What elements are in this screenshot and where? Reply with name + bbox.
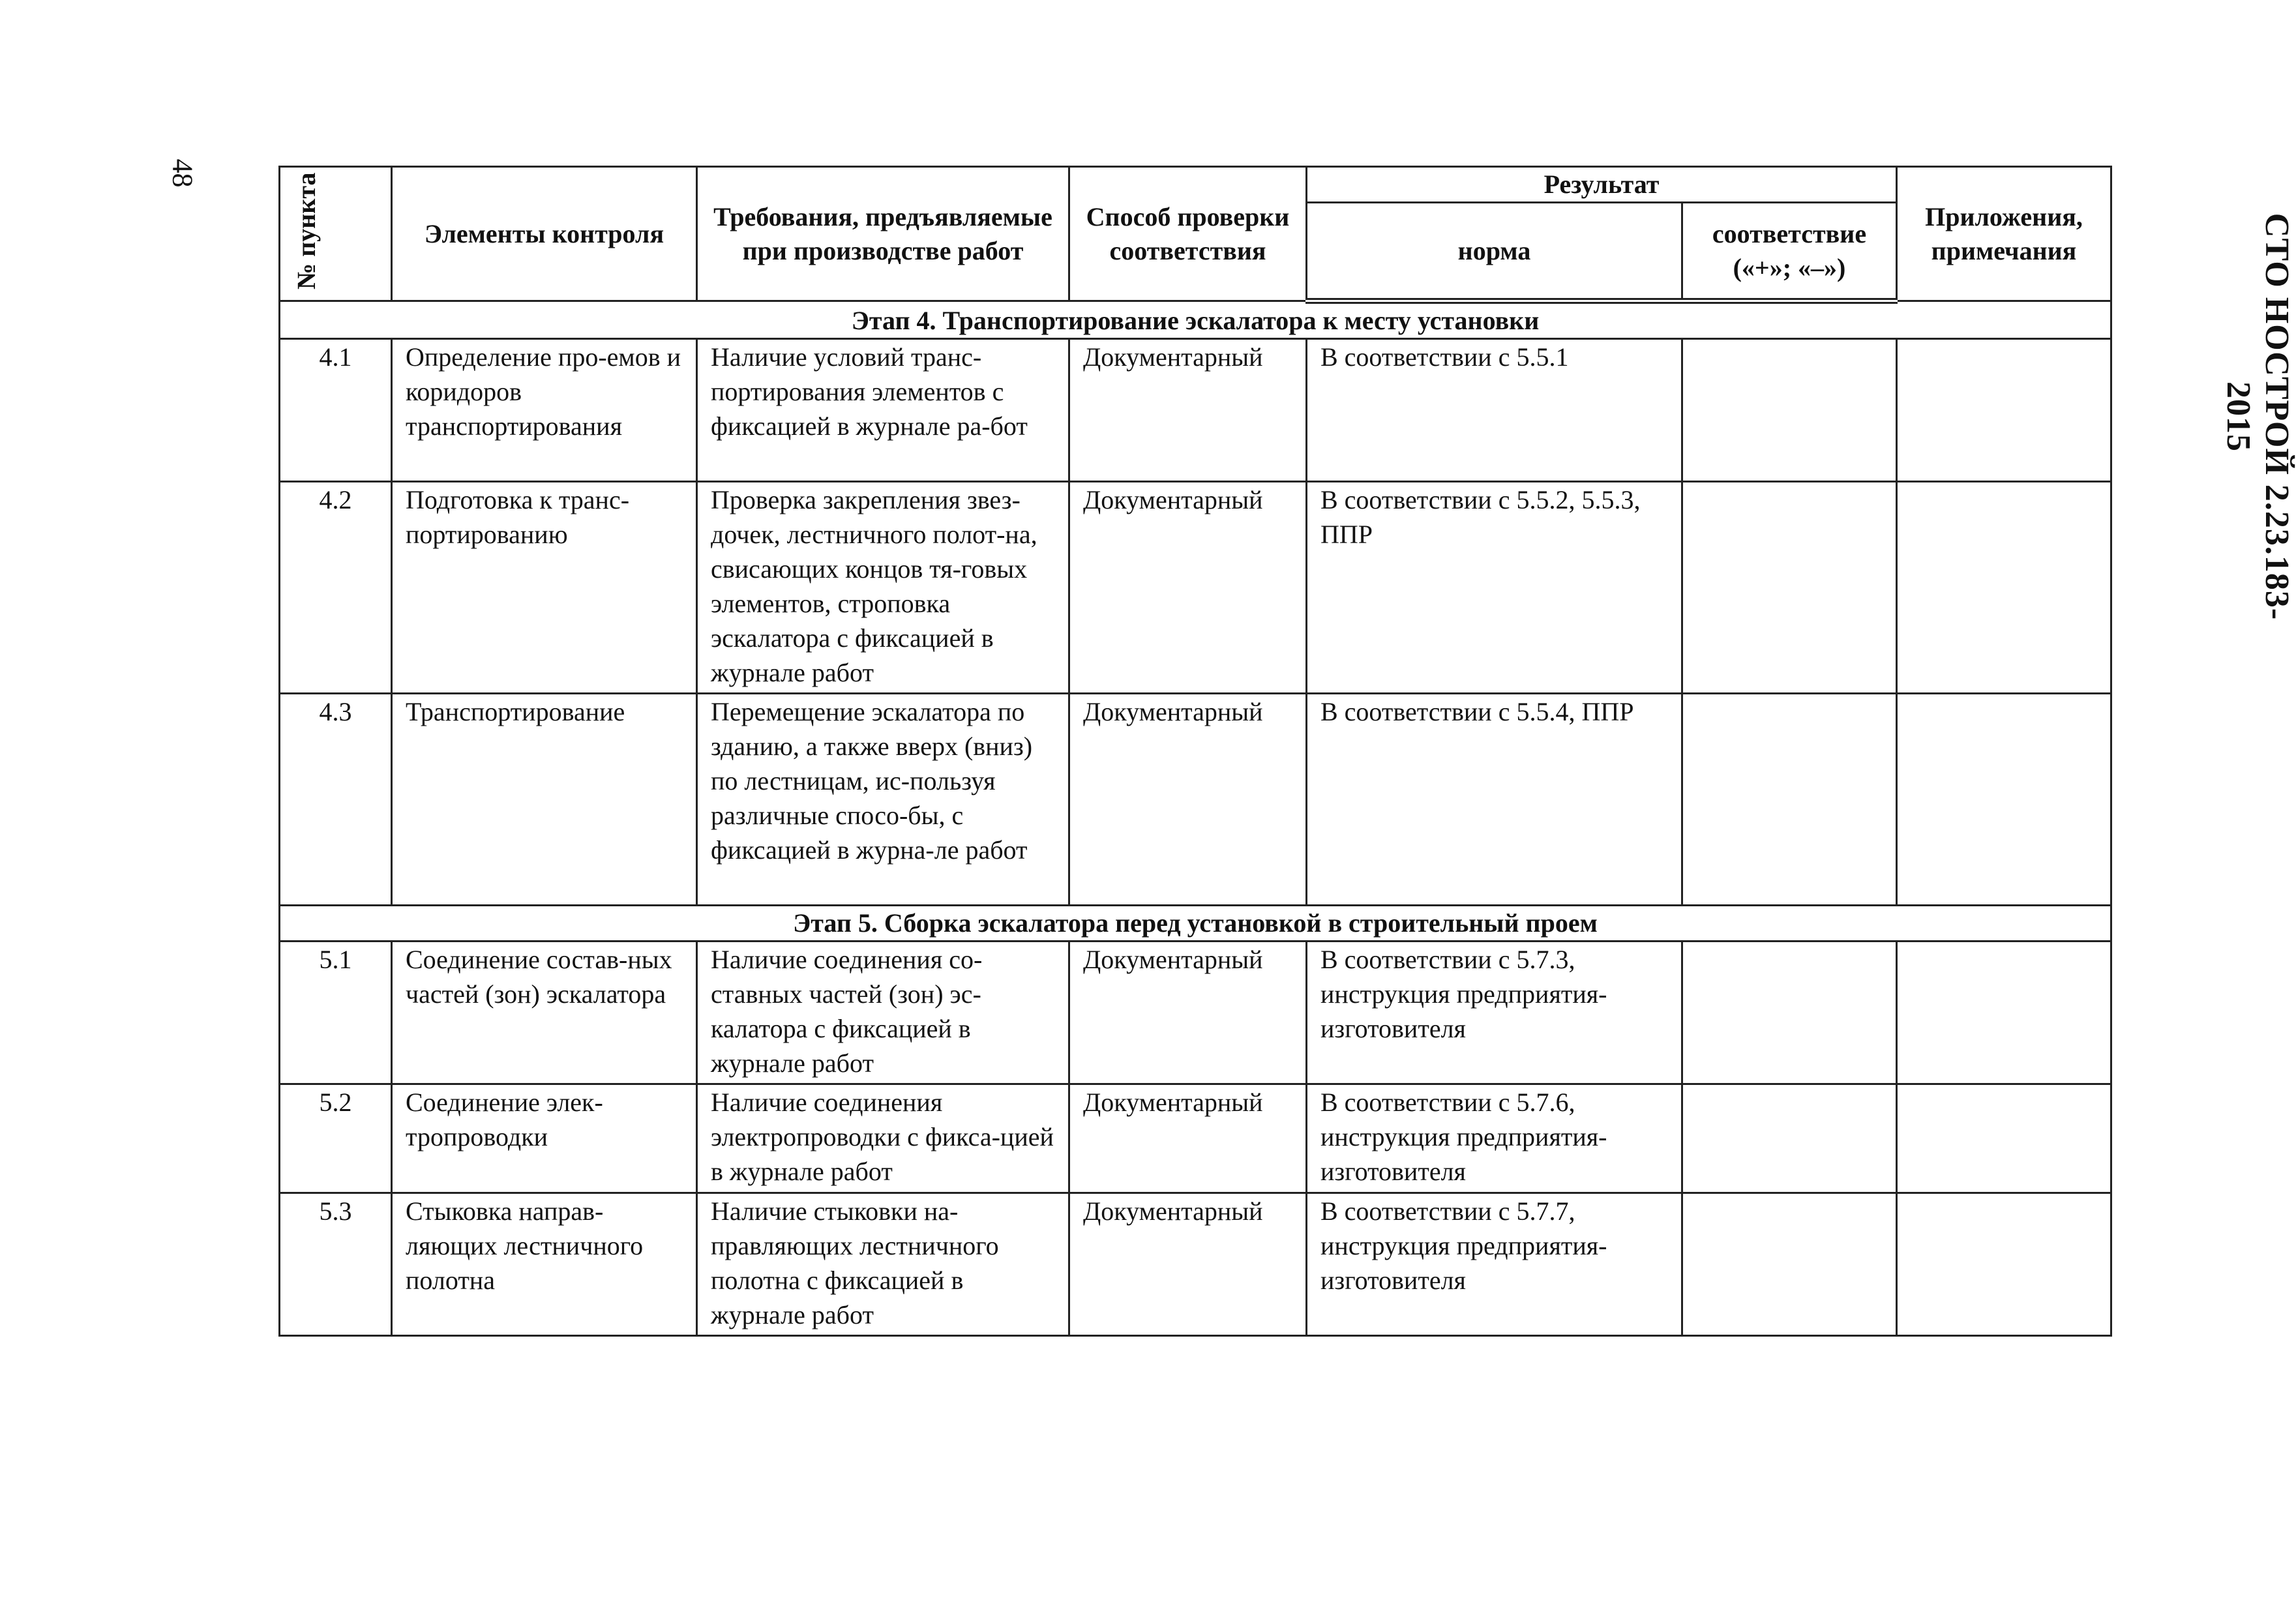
header-method: Способ проверки соответствия [1069,167,1307,301]
header-elements: Элементы контроля [392,167,697,301]
item-number-cell: 4.1 [280,339,392,482]
table-row [280,694,2111,906]
stage-title: Этап 5. Сборка эскалатора перед установкой в строительный проем [280,906,2111,942]
table-row [280,339,2111,482]
check-method-cell: Документарный [1069,942,1307,1084]
compliance-cell [1682,1193,1897,1336]
requirement-cell: Наличие соединения со-ставных частей (зон) эс-калатора с фиксацией в журнале работ [697,942,1069,1084]
document-code: СТО НОСТРОЙ 2.23.183-2015 [2220,213,2295,621]
check-method-cell: Документарный [1069,339,1307,482]
control-element-cell: Определение про-емов и коридоров транспортирования [392,339,697,482]
table-row [280,1193,2111,1336]
notes-cell [1897,1084,2111,1193]
norm-cell: В соответствии с 5.7.3, инструкция предприятия-изготовителя [1307,942,1682,1084]
stage-row [280,301,2111,339]
control-element-cell: Стыковка направ-ляющих лестничного полотна [392,1193,697,1336]
norm-cell: В соответствии с 5.7.7, инструкция предприятия-изготовителя [1307,1193,1682,1336]
item-number-cell: 4.2 [280,482,392,694]
header-number [280,167,392,301]
compliance-cell [1682,942,1897,1084]
page-number: 48 [166,158,199,188]
control-element-cell: Транспортирование [392,694,697,906]
notes-cell [1897,339,2111,482]
compliance-cell [1682,694,1897,906]
norm-cell: В соответствии с 5.7.6, инструкция предприятия-изготовителя [1307,1084,1682,1193]
compliance-cell [1682,339,1897,482]
norm-cell: В соответствии с 5.5.4, ППР [1307,694,1682,906]
item-number-cell: 5.2 [280,1084,392,1193]
header-norm: норма [1307,203,1682,301]
control-element-cell: Соединение элек-тропроводки [392,1084,697,1193]
header-requirements: Требования, предъявляемые при производстве работ [697,167,1069,301]
header-compliance: соответствие («+»; «–») [1682,203,1897,301]
notes-cell [1897,1193,2111,1336]
stage-title: Этап 4. Транспортирование эскалатора к месту установки [280,301,2111,339]
table-row [280,1084,2111,1193]
inspection-table [278,166,2112,1337]
requirement-cell: Проверка закрепления звез-дочек, лестничного полот-на, свисающих концов тя-говых элементов, строповка эскалатора с фиксацией в журнале работ [697,482,1069,694]
header-notes: Приложения, примечания [1897,167,2111,301]
stage-row [280,906,2111,942]
notes-cell [1897,694,2111,906]
compliance-cell [1682,1084,1897,1193]
check-method-cell: Документарный [1069,1193,1307,1336]
notes-cell [1897,942,2111,1084]
check-method-cell: Документарный [1069,482,1307,694]
compliance-cell [1682,482,1897,694]
table-row [280,942,2111,1084]
notes-cell [1897,482,2111,694]
item-number-cell: 5.3 [280,1193,392,1336]
requirement-cell: Наличие условий транс-портирования элементов с фиксацией в журнале ра-бот [697,339,1069,482]
header-number-label: № пункта [291,172,321,289]
requirement-cell: Наличие соединения электропроводки с фикса-цией в журнале работ [697,1084,1069,1193]
control-element-cell: Соединение состав-ных частей (зон) эскалатора [392,942,697,1084]
item-number-cell: 4.3 [280,694,392,906]
norm-cell: В соответствии с 5.5.1 [1307,339,1682,482]
item-number-cell: 5.1 [280,942,392,1084]
requirement-cell: Перемещение эскалатора по зданию, а также вверх (вниз) по лестницам, ис-пользуя различные спосо-бы, с фиксацией в журна-ле работ [697,694,1069,906]
norm-cell: В соответствии с 5.5.2, 5.5.3, ППР [1307,482,1682,694]
table-row [280,482,2111,694]
check-method-cell: Документарный [1069,694,1307,906]
table-body [280,301,2111,1336]
control-element-cell: Подготовка к транс-портированию [392,482,697,694]
requirement-cell: Наличие стыковки на-правляющих лестничного полотна с фиксацией в журнале работ [697,1193,1069,1336]
check-method-cell: Документарный [1069,1084,1307,1193]
header-result: Результат [1307,167,1897,203]
